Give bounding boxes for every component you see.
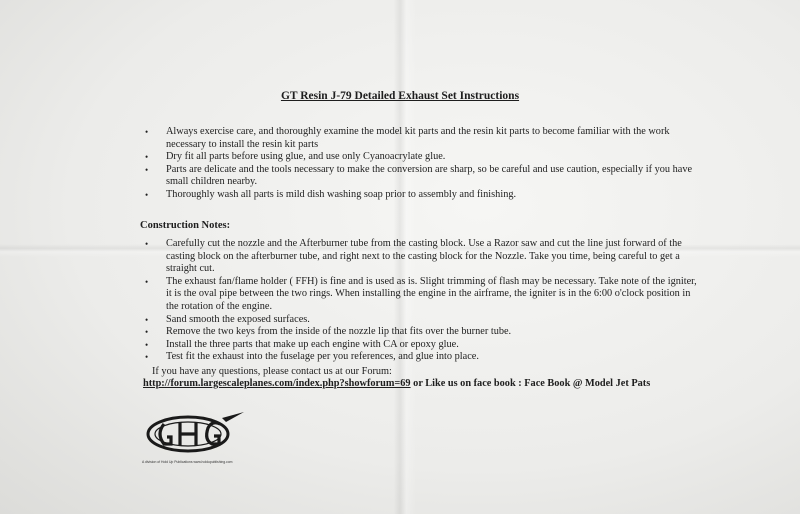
contact-text: If you have any questions, please contact us at our Forum: [152,366,392,377]
general-instructions-list [145,126,705,202]
list-item: • Thoroughly wash all parts is mild dish washing soap prior to assembly and finishing. [145,189,705,202]
construction-notes-heading: Construction Notes: [140,220,231,231]
list-item: • Sand smooth the exposed surfaces. [145,314,705,327]
list-item: • Install the three parts that make up each engine with CA or epoxy glue. [145,339,705,352]
construction-notes-list [145,238,705,364]
list-item: • Carefully cut the nozzle and the Afterburner tube from the casting block. Use a Razor saw and cut the line just forward of the casting block on the afterburner tube, and right next to the casting block for the Nozzle. Take you time, being careful to get a straight cut. [145,238,705,276]
facebook-text: or Like us on face book : Face Book @ Model Jet Pats [410,378,651,389]
forum-link[interactable]: http://forum.largescaleplanes.com/index.php?showforum=69 [143,378,411,389]
list-item: • The exhaust fan/flame holder ( FFH) is fine and is used as is. Slight trimming of flash may be necessary. Take note of the igniter, it is the oval pipe between the two rings. When installing the engine in the airframe, the igniter is in the 6:00 o'clock position in the rotation of the engine. [145,276,705,314]
contact-links [143,378,650,389]
document-title: GT Resin J-79 Detailed Exhaust Set Instructions [280,90,520,102]
list-item: • Parts are delicate and the tools necessary to make the conversion are sharp, so be careful and use caution, especially if you have small children nearby. [145,164,705,189]
list-item: • Always exercise care, and thoroughly examine the model kit parts and the resin kit parts to become familiar with the work necessary to install the resin kit parts [145,126,705,151]
list-item: • Dry fit all parts before using glue, and use only Cyanoacrylate glue. [145,151,705,164]
logo-caption: A division of Hold Up Publications www.holdupublishing.com [142,460,233,464]
list-item: • Remove the two keys from the inside of the nozzle lip that fits over the burner tube. [145,326,705,339]
list-item: • Test fit the exhaust into the fuselage per you references, and glue into place. [145,351,705,364]
